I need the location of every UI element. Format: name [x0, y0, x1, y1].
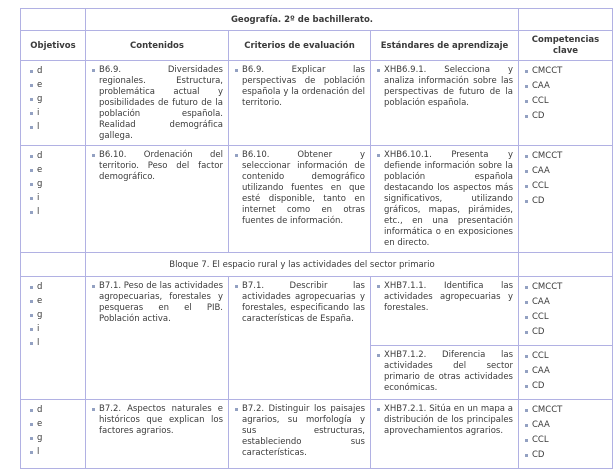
criterios-cell-item: [234, 404, 365, 459]
competencias-cell-label: CD: [532, 450, 545, 460]
column-header-criterios: Criterios de evaluación: [229, 31, 371, 61]
objetivos-cell-label: e: [37, 165, 43, 175]
competencias-cell-label: CCL: [532, 312, 549, 322]
square-bullet-icon: [525, 301, 528, 304]
competencias-cell-list: [524, 405, 607, 465]
objetivos-cell: [21, 400, 86, 469]
square-bullet-icon: [30, 328, 33, 331]
list-item: [29, 405, 80, 419]
competencias-cell-label: CMCCT: [532, 282, 563, 292]
objetivos-cell-label: d: [37, 405, 43, 415]
estandar-cell: [371, 400, 519, 469]
list-item: [29, 193, 80, 207]
square-bullet-icon: [92, 69, 95, 72]
competencias-cell-label: CMCCT: [532, 405, 563, 415]
square-bullet-icon: [525, 286, 528, 289]
competencias-cell-label: CCL: [532, 351, 549, 361]
contenidos-cell-item: [91, 150, 223, 183]
competencias-cell-label: CAA: [532, 420, 550, 430]
square-bullet-icon: [525, 170, 528, 173]
square-bullet-icon: [235, 408, 238, 411]
square-bullet-icon: [525, 454, 528, 457]
list-item: [524, 366, 607, 381]
objetivos-cell: [21, 277, 86, 400]
competencias-cell-label: CD: [532, 381, 545, 391]
list-item: [524, 450, 607, 465]
criterios-cell: [229, 277, 371, 400]
title-right-empty-cell: [519, 9, 613, 31]
competencias-cell-list: [524, 351, 607, 396]
square-bullet-icon: [525, 331, 528, 334]
competencias-cell: [519, 277, 613, 346]
square-bullet-icon: [235, 285, 238, 288]
objetivos-cell-label: d: [37, 66, 43, 76]
square-bullet-icon: [30, 300, 33, 303]
empty-cell: [519, 253, 613, 277]
contenidos-cell-item: [91, 281, 223, 325]
square-bullet-icon: [377, 69, 380, 72]
competencias-cell-label: CAA: [532, 166, 550, 176]
contenidos-cell-item: [91, 65, 223, 142]
list-item: [524, 405, 607, 420]
list-item: [29, 324, 80, 338]
square-bullet-icon: [30, 197, 33, 200]
list-item: [29, 433, 80, 447]
list-item: [524, 96, 607, 111]
table-row: [21, 61, 613, 146]
criterios-cell-item: [234, 65, 365, 109]
list-item: [29, 296, 80, 310]
competencias-cell: [519, 400, 613, 469]
objetivos-cell-label: g: [37, 433, 43, 443]
curriculum-table: [20, 8, 613, 469]
square-bullet-icon: [30, 423, 33, 426]
list-item: [29, 419, 80, 433]
title-left-empty-cell: [21, 9, 86, 31]
list-item: [524, 196, 607, 211]
column-header-row: [21, 31, 613, 61]
criterios-cell-text: B7.1. Describir las actividades agropecuarias y forestales, especificando las características de España.: [242, 281, 365, 324]
column-header-competencias: Competencias clave: [519, 31, 613, 61]
competencias-cell-label: CD: [532, 196, 545, 206]
square-bullet-icon: [377, 154, 380, 157]
competencias-cell: [519, 346, 613, 400]
contenidos-cell: [86, 146, 229, 253]
square-bullet-icon: [30, 70, 33, 73]
square-bullet-icon: [377, 408, 380, 411]
list-item: [524, 111, 607, 126]
square-bullet-icon: [525, 85, 528, 88]
list-item: [29, 447, 80, 461]
empty-cell: [21, 253, 86, 277]
objetivos-cell-list: [29, 151, 80, 221]
criterios-cell-text: B7.2. Distinguir los paisajes agrarios, su morfología y sus estructuras, estableciendo sus características.: [242, 404, 365, 458]
competencias-cell-label: CCL: [532, 435, 549, 445]
list-item: [29, 207, 80, 221]
criterios-cell-item: [234, 281, 365, 325]
square-bullet-icon: [30, 211, 33, 214]
estandar-cell: [371, 61, 519, 146]
objetivos-cell-label: e: [37, 296, 43, 306]
square-bullet-icon: [525, 70, 528, 73]
contenidos-cell-text: B7.2. Aspectos naturales e históricos que explican los factores agrarios.: [99, 404, 223, 436]
criterios-cell: [229, 146, 371, 253]
estandar-cell-item: [376, 65, 513, 109]
competencias-cell-label: CAA: [532, 81, 550, 91]
list-item: [29, 66, 80, 80]
estandar-cell-text: XHB6.10.1. Presenta y defiende información sobre la población española destacando los aspectos más significativos, utilizando gráficos, mapas, pirámides, etc., en una presentación informática o en exposiciones en directo.: [384, 150, 513, 248]
square-bullet-icon: [30, 155, 33, 158]
objetivos-cell-label: d: [37, 151, 43, 161]
square-bullet-icon: [377, 285, 380, 288]
objetivos-cell-label: i: [37, 108, 40, 118]
competencias-cell-label: CMCCT: [532, 151, 563, 161]
square-bullet-icon: [525, 200, 528, 203]
competencias-cell-label: CAA: [532, 366, 550, 376]
list-item: [524, 297, 607, 312]
title-row: [21, 9, 613, 31]
list-item: [524, 420, 607, 435]
list-item: [524, 151, 607, 166]
square-bullet-icon: [92, 285, 95, 288]
square-bullet-icon: [30, 286, 33, 289]
competencias-cell: [519, 61, 613, 146]
competencias-cell-label: CD: [532, 327, 545, 337]
objetivos-cell: [21, 61, 86, 146]
column-header-estandares: Estándares de aprendizaje: [371, 31, 519, 61]
list-item: [524, 181, 607, 196]
square-bullet-icon: [30, 342, 33, 345]
table-row: [21, 400, 613, 469]
square-bullet-icon: [525, 316, 528, 319]
estandar-cell-text: XHB6.9.1. Selecciona y analiza información sobre las perspectivas de futuro de la población española.: [384, 65, 513, 108]
table-row: [21, 277, 613, 346]
square-bullet-icon: [235, 69, 238, 72]
objetivos-cell-label: g: [37, 94, 43, 104]
criterios-cell-text: B6.9. Explicar las perspectivas de población española y la ordenación del territorio.: [242, 65, 365, 108]
column-header-objetivos: Objetivos: [21, 31, 86, 61]
contenidos-cell-text: B7.1. Peso de las actividades agropecuarias, forestales y pesqueras en el PIB. Población activa.: [99, 281, 223, 324]
competencias-cell-list: [524, 66, 607, 126]
objetivos-cell-list: [29, 66, 80, 136]
objetivos-cell-label: l: [37, 207, 40, 217]
objetivos-cell-label: l: [37, 122, 40, 132]
square-bullet-icon: [92, 154, 95, 157]
square-bullet-icon: [30, 409, 33, 412]
estandar-cell-item: [376, 281, 513, 314]
objetivos-cell-list: [29, 282, 80, 352]
square-bullet-icon: [525, 185, 528, 188]
competencias-cell-label: CAA: [532, 297, 550, 307]
square-bullet-icon: [525, 409, 528, 412]
list-item: [524, 81, 607, 96]
criterios-cell: [229, 61, 371, 146]
objetivos-cell-label: l: [37, 338, 40, 348]
list-item: [29, 282, 80, 296]
contenidos-cell-text: B6.9. Diversidades regionales. Estructura, problemática actual y posibilidades de futuro de la población española. Realidad demográfica gallega.: [99, 65, 223, 141]
estandar-cell-item: [376, 150, 513, 249]
objetivos-cell-label: g: [37, 179, 43, 189]
criterios-cell: [229, 400, 371, 469]
square-bullet-icon: [525, 155, 528, 158]
block-divider-title: Bloque 7. El espacio rural y las actividades del sector primario: [86, 253, 519, 277]
square-bullet-icon: [30, 84, 33, 87]
criterios-cell-item: [234, 150, 365, 227]
square-bullet-icon: [525, 355, 528, 358]
estandar-cell-text: XHB7.2.1. Sitúa en un mapa a distribución de los principales aprovechamientos agrarios.: [384, 404, 513, 436]
contenidos-cell: [86, 277, 229, 400]
estandar-cell: [371, 346, 519, 400]
square-bullet-icon: [377, 354, 380, 357]
square-bullet-icon: [525, 385, 528, 388]
square-bullet-icon: [30, 126, 33, 129]
objetivos-cell-label: e: [37, 80, 43, 90]
estandar-cell-item: [376, 404, 513, 437]
objetivos-cell-label: d: [37, 282, 43, 292]
list-item: [29, 108, 80, 122]
list-item: [29, 151, 80, 165]
list-item: [524, 381, 607, 396]
criterios-cell-text: B6.10. Obtener y seleccionar información de contenido demográfico utilizando fuentes en que esté disponible, tanto en internet como en otras fuentes de información.: [242, 150, 365, 226]
block-divider-row: [21, 253, 613, 277]
objetivos-cell-label: i: [37, 324, 40, 334]
competencias-cell-list: [524, 282, 607, 342]
estandar-cell-text: XHB7.1.1. Identifica las actividades agropecuarias y forestales.: [384, 281, 513, 313]
estandar-cell-text: XHB7.1.2. Diferencia las actividades del sector primario de otras actividades económicas.: [384, 350, 513, 393]
list-item: [524, 312, 607, 327]
square-bullet-icon: [525, 424, 528, 427]
list-item: [524, 327, 607, 342]
square-bullet-icon: [525, 439, 528, 442]
square-bullet-icon: [30, 451, 33, 454]
contenidos-cell: [86, 61, 229, 146]
competencias-cell-label: CD: [532, 111, 545, 121]
table-title: Geografía. 2º de bachillerato.: [86, 9, 519, 31]
objetivos-cell: [21, 146, 86, 253]
square-bullet-icon: [30, 169, 33, 172]
square-bullet-icon: [30, 98, 33, 101]
competencias-cell-label: CCL: [532, 181, 549, 191]
list-item: [29, 122, 80, 136]
objetivos-cell-list: [29, 405, 80, 461]
square-bullet-icon: [30, 112, 33, 115]
competencias-cell-label: CCL: [532, 96, 549, 106]
list-item: [524, 282, 607, 297]
contenidos-cell: [86, 400, 229, 469]
square-bullet-icon: [30, 183, 33, 186]
objetivos-cell-label: i: [37, 193, 40, 203]
contenidos-cell-item: [91, 404, 223, 437]
list-item: [524, 435, 607, 450]
list-item: [29, 310, 80, 324]
square-bullet-icon: [525, 370, 528, 373]
list-item: [524, 166, 607, 181]
objetivos-cell-label: g: [37, 310, 43, 320]
list-item: [29, 80, 80, 94]
list-item: [29, 94, 80, 108]
square-bullet-icon: [525, 115, 528, 118]
square-bullet-icon: [92, 408, 95, 411]
estandar-cell: [371, 146, 519, 253]
square-bullet-icon: [235, 154, 238, 157]
table-row: [21, 146, 613, 253]
objetivos-cell-label: l: [37, 447, 40, 457]
list-item: [29, 165, 80, 179]
competencias-cell-label: CMCCT: [532, 66, 563, 76]
list-item: [524, 351, 607, 366]
list-item: [29, 338, 80, 352]
competencias-cell: [519, 146, 613, 253]
list-item: [524, 66, 607, 81]
estandar-cell: [371, 277, 519, 346]
contenidos-cell-text: B6.10. Ordenación del territorio. Peso del factor demográfico.: [99, 150, 223, 182]
square-bullet-icon: [525, 100, 528, 103]
competencias-cell-list: [524, 151, 607, 211]
estandar-cell-item: [376, 350, 513, 394]
objetivos-cell-label: e: [37, 419, 43, 429]
column-header-contenidos: Contenidos: [86, 31, 229, 61]
square-bullet-icon: [30, 314, 33, 317]
list-item: [29, 179, 80, 193]
